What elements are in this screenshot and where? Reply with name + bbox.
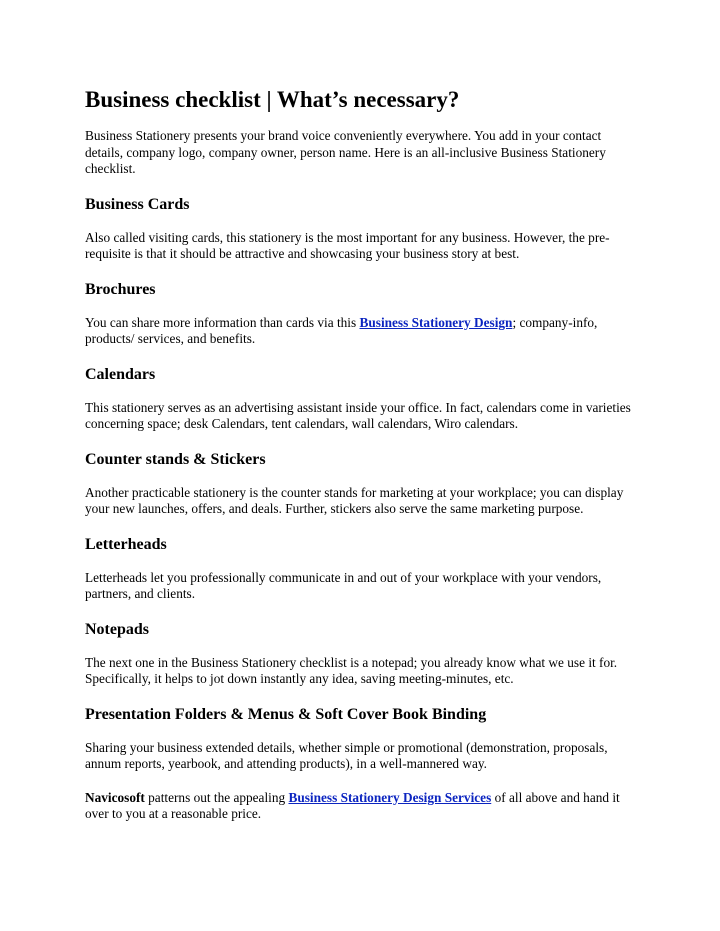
- heading-brochures: Brochures: [85, 280, 156, 298]
- closing-text-before: patterns out the appealing: [144, 789, 289, 805]
- paragraph-notepads: The next one in the Business Stationery checklist is a notepad; you already know what we use it for. Specifically, it helps to jot down instantly any idea, saving meeting-minutes, etc.: [85, 654, 618, 686]
- brochures-text-after: ; company-info, products/ services, and benefits.: [85, 314, 598, 346]
- closing-paragraph: [85, 790, 640, 823]
- heading-notepads: Notepads: [85, 620, 150, 638]
- paragraph-calendars: This stationery serves as an advertising assistant inside your office. In fact, calendars come in varieties concerning space; desk Calendars, tent calendars, wall calendars, Wiro calendars.: [85, 399, 631, 431]
- paragraph-presentation-folders: Sharing your business extended details, whether simple or promotional (demonstration, proposals, annum reports, yearbook, and attending products), in a well-mannered way.: [85, 739, 608, 771]
- brochures-text-before: You can share more information than cards via this: [85, 314, 360, 330]
- heading-business-cards: Business Cards: [85, 195, 190, 213]
- intro-paragraph: Business Stationery presents your brand voice conveniently everywhere. You add in your contact details, company logo, company owner, person name. Here is an all-inclusive Business Stationery checklist.: [85, 128, 606, 176]
- heading-calendars: Calendars: [85, 365, 156, 383]
- page-title: Business checklist | What’s necessary?: [85, 87, 460, 112]
- heading-presentation-folders: Presentation Folders & Menus & Soft Cover Book Binding: [85, 705, 487, 723]
- brand-name: Navicosoft: [85, 789, 145, 805]
- closing-text-after: of all above and hand it over to you at a reasonable price.: [85, 789, 620, 821]
- heading-counter-stands-stickers: Counter stands & Stickers: [85, 450, 266, 468]
- paragraph-business-cards: Also called visiting cards, this stationery is the most important for any business. However, the pre-requisite is that it should be attractive and showcasing your business story at best.: [85, 229, 610, 261]
- heading-letterheads: Letterheads: [85, 535, 167, 553]
- business-stationery-design-services-link[interactable]: Business Stationery Design Services: [288, 789, 492, 805]
- paragraph-letterheads: Letterheads let you professionally communicate in and out of your workplace with your vendors, partners, and clients.: [85, 569, 602, 601]
- business-stationery-design-link[interactable]: Business Stationery Design: [359, 314, 513, 330]
- paragraph-brochures: [85, 315, 640, 348]
- paragraph-counter-stands-stickers: Another practicable stationery is the counter stands for marketing at your workplace; you can display your new launches, offers, and deals. Further, stickers also serve the same marketing purpose.: [85, 484, 624, 516]
